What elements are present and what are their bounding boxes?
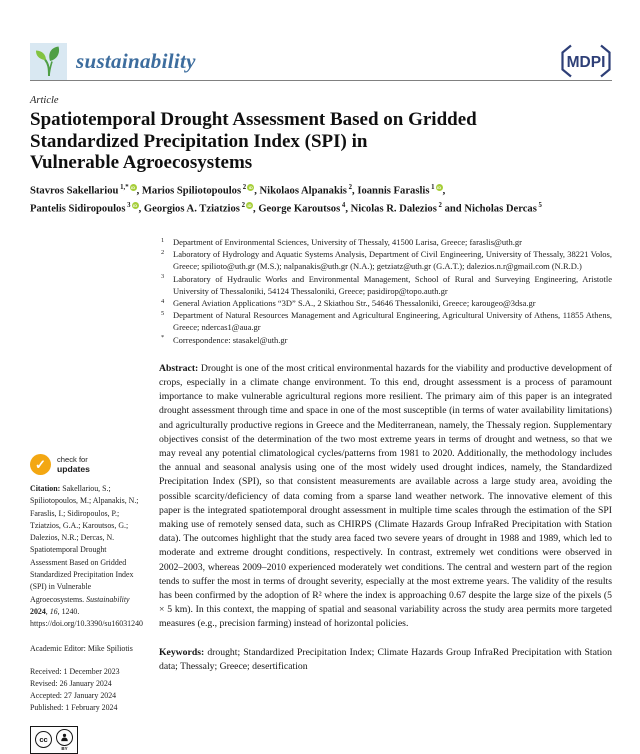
author-affiliation-marker: 4	[340, 201, 346, 209]
article-meta-sidebar	[30, 454, 144, 754]
affiliation-entry	[159, 309, 612, 333]
history-date-line: Accepted: 27 January 2024	[30, 691, 117, 701]
affiliation-text: General Aviation Applications “3D” S.A., 2 Skiathou Str., 54646 Thessaloniki, Greece; karougeo@3dsa.gr	[173, 298, 536, 309]
history-date-line: Received: 1 December 2023	[30, 666, 120, 676]
author-separator: ,	[254, 185, 260, 197]
author-affiliation-marker: 2	[436, 201, 442, 209]
orcid-icon[interactable]: iD	[131, 185, 136, 190]
affiliation-entry	[159, 236, 612, 248]
author-separator: ,	[138, 203, 144, 215]
svg-text:MDPI: MDPI	[566, 54, 606, 71]
title-line: Standardized Precipitation Index (SPI) in	[30, 130, 368, 152]
check-for-updates-label	[57, 456, 90, 473]
affiliation-marker: 3	[161, 273, 165, 281]
journal-brand	[30, 43, 196, 80]
keywords-text: drought; Standardized Precipitation Index; Climate Hazards Group InfraRed Precipitation with Station data; Thessaly; Greece; desertification	[159, 646, 612, 672]
author-name: George Karoutsos	[258, 203, 341, 215]
author-name: Pantelis Sidiropoulos	[30, 203, 126, 215]
author-affiliation-marker: 1,*	[118, 184, 129, 191]
journal-name: sustainability	[76, 48, 196, 73]
author-separator: ,	[352, 185, 358, 197]
citation-text: Sakellariou, S.; Spiliotopoulos, M.; Alpanakis, N.; Faraslis, I.; Sidiropoulos, P.; Tziatzios, G.A.; Karoutsos, G.; Dalezios, N.R.; Dercas, N. Spatiotemporal Drought Assessment Based on Gridded Standardized Precipitation Index (SPI) in Vulnerable Agroecosystems.	[30, 484, 139, 604]
article-front-matter	[159, 236, 612, 674]
author-separator: and	[441, 203, 465, 215]
author-name: Marios Spiliotopoulos	[141, 185, 242, 197]
orcid-icon[interactable]: iD	[133, 202, 138, 208]
citation-block	[30, 483, 144, 631]
author-separator: ,	[136, 185, 142, 197]
author-name: Stavros Sakellariou	[30, 185, 119, 197]
author-affiliation-marker: 3	[125, 201, 131, 209]
abstract-label: Abstract:	[159, 362, 199, 374]
mdpi-logo-icon	[560, 43, 612, 79]
author-list	[30, 181, 615, 216]
affiliation-marker: 5	[161, 309, 165, 317]
journal-header	[30, 42, 612, 80]
citation-year: 2024	[30, 606, 46, 616]
by-label: BY	[61, 745, 68, 751]
sustainability-plant-icon	[30, 43, 67, 80]
author-affiliation-marker: 2	[346, 184, 353, 191]
article-title	[30, 109, 615, 174]
affiliation-marker: 1	[161, 236, 165, 244]
citation-journal: Sustainability	[86, 594, 130, 604]
plant-sprout-icon	[35, 46, 63, 77]
author-affiliation-marker: 2	[241, 184, 247, 191]
author-name: Nicholas Dercas	[464, 203, 537, 215]
history-date-line: Revised: 26 January 2024	[30, 678, 112, 688]
author-separator: ,	[253, 203, 259, 215]
citation-article-info: , 1240.	[57, 606, 80, 616]
author-name: Nicolas R. Dalezios	[350, 203, 437, 215]
keywords-label: Keywords:	[159, 646, 205, 658]
affiliation-list	[159, 236, 612, 346]
mdpi-logo	[560, 43, 612, 79]
citation-label: Citation:	[30, 484, 61, 493]
affiliation-text: Department of Natural Resources Management and Agricultural Engineering, Agricultural University of Athens, 11855 Athens, Greece; ndercas1@aua.gr	[173, 310, 612, 333]
affiliation-text: Correspondence: stasakel@uth.gr	[173, 334, 288, 345]
updates-text: updates	[57, 463, 90, 474]
keywords	[159, 646, 612, 674]
orcid-icon[interactable]: iD	[248, 185, 253, 190]
history-dates	[30, 666, 144, 715]
affiliation-text: Department of Environmental Sciences, University of Thessaly, 41500 Larisa, Greece; faraslis@uth.gr	[173, 237, 522, 247]
checkmark-icon: ✓	[30, 454, 51, 475]
author-separator: ,	[345, 203, 351, 215]
article-type-label: Article	[30, 95, 59, 106]
doi-link[interactable]: https://doi.org/10.3390/su16031240	[30, 619, 143, 629]
author-name: Georgios A. Tziatzios	[143, 203, 240, 215]
check-for-text: check for	[57, 454, 88, 464]
affiliation-marker: 4	[161, 297, 165, 305]
affiliation-text: Laboratory of Hydraulic Works and Environmental Management, School of Rural and Surveying Engineering, Aristotle University of Thessaloniki, 54124 Thessaloniki, Greece; pasidirop@topo.auth.gr	[173, 273, 612, 296]
affiliation-entry	[159, 248, 612, 272]
author-affiliation-marker: 1	[429, 184, 435, 191]
author-name: Ioannis Faraslis	[357, 185, 430, 197]
person-icon	[56, 729, 73, 746]
affiliation-text: Laboratory of Hydrology and Aquatic Systems Analysis, Department of Civil Engineering, University of Thessaly, 38221 Volos, Greece; spilioto@uth.gr (M.S.); nalpanakis@uth.gr (N.A.); getziatz@uth.gr (G.A.T.); dalezios.n.r@gmail.com (N.R.D.)	[173, 249, 612, 272]
title-line: Vulnerable Agroecosystems	[30, 152, 253, 173]
affiliation-marker: *	[161, 334, 165, 342]
orcid-icon[interactable]: iD	[437, 185, 442, 190]
citation-volume: 16	[49, 606, 58, 616]
author-name: Nikolaos Alpanakis	[259, 185, 347, 197]
citation-sep: ,	[45, 606, 50, 616]
header-divider	[30, 80, 612, 81]
abstract	[159, 362, 612, 632]
abstract-text: Drought is one of the most critical environmental hazards for the viability and productive development of crops, especially in a climate change environment. To this end, drought assessment is a process of paramount importance to make vulnerable agricultural regions more resilient. The primary aim of this paper is an integrated drought assessment through time and space in one of the most susceptible (in terms of water availability limitations) and agriculturally productive regions in Greece and the Mediterranean, namely, the Thessaly region. Supplementary objectives consist of the determination of the two most extreme years in terms of drought and wetness, so that we may reveal any potential climatological cycles/patterns from 1981 to 2020. Additionally, the methodology includes the annual and seasonal analysis using one of the most widely used drought indices, namely, the Standardized Precipitation Index (SPI), so that consistent measurements are available across a large study area, avoiding the possible scarcity/deficiency of data coming from a sparse land weather network. The innovative element of this paper is the integrated spatiotemporal drought assessment in multiple time scales through the estimation of the SPI making use of remotely sensed data, such as CHIRPS (Climate Hazards Group InfraRed Precipitation with Station data). The outcomes highlight that the study area faced two severe years of drought in 1988 and 1989, which led to moderate and extreme drought conditions, respectively. In contrast, extremely wet conditions were observed in 2002–2003, whereas 2009–2010 experienced moderately wet conditions. The central and western part of the region tends to suffer the most in terms of drought severity, especially at the most extreme years. The validity of the results has been confirmed by the adoption of R² where the index is approaching 0.67 despite the large size of the pixels (5 × 5 km). In this context, the mapping of spatial and seasonal variability across the study area permits more targeted measures (e.g., precision farming) instead of horizontal policies.	[159, 362, 612, 630]
title-line: Spatiotemporal Drought Assessment Based on Gridded	[30, 109, 477, 130]
orcid-icon[interactable]: iD	[247, 202, 252, 208]
author-affiliation-marker: 2	[239, 201, 246, 209]
affiliation-entry	[159, 273, 612, 297]
cc-by-license-badge[interactable]	[30, 726, 78, 754]
history-date-line: Published: 1 February 2024	[30, 703, 118, 713]
affiliation-entry	[159, 334, 612, 346]
affiliation-marker: 2	[161, 248, 165, 256]
affiliation-entry	[159, 297, 612, 309]
author-affiliation-marker: 5	[536, 201, 542, 209]
academic-editor: Academic Editor: Mike Spiliotis	[30, 643, 133, 653]
cc-icon: cc	[35, 731, 52, 748]
attribution-column	[56, 729, 73, 751]
check-for-updates-badge[interactable]	[30, 454, 144, 475]
author-separator: ,	[442, 185, 446, 197]
